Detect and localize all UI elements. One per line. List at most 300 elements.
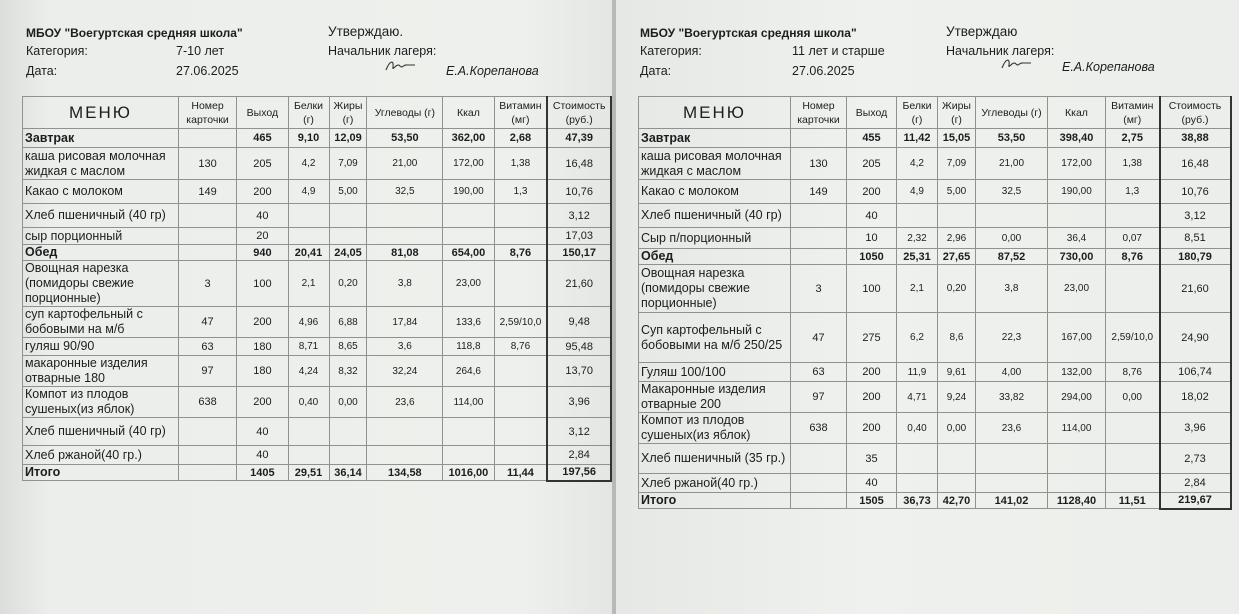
- kcal-value: 23,00: [1048, 265, 1106, 313]
- card-number: 47: [791, 313, 847, 363]
- menu-table: [22, 96, 612, 482]
- card-number: 149: [791, 180, 847, 204]
- protein-value: [288, 418, 329, 446]
- carbs-value: 134,58: [367, 465, 443, 481]
- portion-output: 940: [237, 245, 288, 261]
- kcal-value: 114,00: [1048, 413, 1106, 444]
- menu-item-row: [639, 313, 1231, 363]
- fat-value: 5,00: [329, 180, 367, 204]
- menu-item-row: [23, 148, 612, 180]
- carbs-value: 3,6: [367, 338, 443, 356]
- carbs-value: [367, 228, 443, 245]
- vitamin-value: [494, 418, 547, 446]
- carbs-value: 32,5: [976, 180, 1048, 204]
- protein-value: 4,2: [897, 148, 938, 180]
- carbs-value: 53,50: [367, 129, 443, 148]
- column-header: Жиры (г): [329, 97, 367, 129]
- column-header: Белки (г): [897, 97, 938, 129]
- carbs-value: 17,84: [367, 307, 443, 338]
- cost-value: 2,84: [1160, 474, 1231, 493]
- cost-value: 95,48: [547, 338, 611, 356]
- portion-output: 20: [237, 228, 288, 245]
- date-value: 27.06.2025: [792, 64, 855, 78]
- menu-item-row: [23, 228, 612, 245]
- column-header: Выход: [847, 97, 897, 129]
- dish-name: Хлеб пшеничный (40 гр): [23, 204, 179, 228]
- fat-value: 12,09: [329, 129, 367, 148]
- protein-value: 20,41: [288, 245, 329, 261]
- vitamin-value: 11,51: [1106, 493, 1160, 509]
- column-header: Стоимость (руб.): [1160, 97, 1231, 129]
- fat-value: 15,05: [938, 129, 976, 148]
- fat-value: 8,65: [329, 338, 367, 356]
- cost-value: 10,76: [547, 180, 611, 204]
- column-header: МЕНЮ: [639, 97, 791, 129]
- fat-value: 8,6: [938, 313, 976, 363]
- fat-value: 7,09: [329, 148, 367, 180]
- dish-name: Гуляш 100/100: [639, 363, 791, 382]
- portion-output: 40: [237, 446, 288, 465]
- fat-value: 9,24: [938, 382, 976, 413]
- protein-value: 4,71: [897, 382, 938, 413]
- card-number: [178, 465, 236, 481]
- menu-item-row: [23, 180, 612, 204]
- kcal-value: [1048, 444, 1106, 474]
- menu-item-row: [23, 204, 612, 228]
- kcal-value: 114,00: [443, 387, 494, 418]
- cost-value: 106,74: [1160, 363, 1231, 382]
- meal-total-row: [23, 129, 612, 148]
- cost-value: 21,60: [547, 261, 611, 307]
- card-number: [178, 228, 236, 245]
- column-header: Выход: [237, 97, 288, 129]
- portion-output: 10: [847, 228, 897, 249]
- carbs-value: 3,8: [367, 261, 443, 307]
- portion-output: 200: [847, 180, 897, 204]
- dish-name: сыр порционный: [23, 228, 179, 245]
- vitamin-value: 2,59/10,0: [1106, 313, 1160, 363]
- card-number: 149: [178, 180, 236, 204]
- vitamin-value: 11,44: [494, 465, 547, 481]
- dish-name: Макаронные изделия отварные 200: [639, 382, 791, 413]
- protein-value: 0,40: [897, 413, 938, 444]
- fat-value: [938, 204, 976, 228]
- protein-value: 8,71: [288, 338, 329, 356]
- dish-name: Хлеб ржаной(40 гр.): [23, 446, 179, 465]
- fat-value: [938, 474, 976, 493]
- protein-value: 6,2: [897, 313, 938, 363]
- dish-name: Сыр п/порционный: [639, 228, 791, 249]
- fat-value: [938, 444, 976, 474]
- cost-value: 8,51: [1160, 228, 1231, 249]
- carbs-value: [367, 418, 443, 446]
- category-label: Категория:: [640, 44, 702, 58]
- signature-mark: [384, 58, 418, 74]
- column-header: МЕНЮ: [23, 97, 179, 129]
- portion-output: 205: [237, 148, 288, 180]
- signer-name: Е.А.Корепанова: [1062, 60, 1155, 74]
- protein-value: [288, 446, 329, 465]
- menu-sheet-older: [616, 0, 1239, 614]
- card-number: 97: [791, 382, 847, 413]
- portion-output: 40: [847, 204, 897, 228]
- card-number: 130: [791, 148, 847, 180]
- menu-table: [638, 96, 1232, 510]
- kcal-value: 730,00: [1048, 249, 1106, 265]
- protein-value: 2,1: [288, 261, 329, 307]
- kcal-value: 36,4: [1048, 228, 1106, 249]
- menu-item-row: [23, 338, 612, 356]
- cost-value: 180,79: [1160, 249, 1231, 265]
- fat-value: 9,61: [938, 363, 976, 382]
- portion-output: 205: [847, 148, 897, 180]
- protein-value: 2,1: [897, 265, 938, 313]
- fat-value: [329, 446, 367, 465]
- card-number: 97: [178, 356, 236, 387]
- approve-text: Утверждаю.: [328, 24, 404, 39]
- protein-value: [897, 474, 938, 493]
- vitamin-value: [494, 387, 547, 418]
- cost-value: 38,88: [1160, 129, 1231, 148]
- date-value: 27.06.2025: [176, 64, 239, 78]
- card-number: [791, 444, 847, 474]
- column-header: Углеводы (г): [976, 97, 1048, 129]
- card-number: 63: [178, 338, 236, 356]
- vitamin-value: [494, 446, 547, 465]
- cost-value: 16,48: [1160, 148, 1231, 180]
- dish-name: Завтрак: [639, 129, 791, 148]
- card-number: [178, 418, 236, 446]
- vitamin-value: 1,3: [494, 180, 547, 204]
- card-number: [178, 245, 236, 261]
- kcal-value: 294,00: [1048, 382, 1106, 413]
- protein-value: 29,51: [288, 465, 329, 481]
- column-header: Номер карточки: [178, 97, 236, 129]
- portion-output: 1405: [237, 465, 288, 481]
- kcal-value: 172,00: [1048, 148, 1106, 180]
- portion-output: 100: [237, 261, 288, 307]
- vitamin-value: 8,76: [1106, 249, 1160, 265]
- menu-item-row: [639, 363, 1231, 382]
- column-header: Стоимость (руб.): [547, 97, 611, 129]
- cost-value: 2,73: [1160, 444, 1231, 474]
- protein-value: 4,24: [288, 356, 329, 387]
- menu-item-row: [639, 265, 1231, 313]
- card-number: [178, 446, 236, 465]
- column-header: Углеводы (г): [367, 97, 443, 129]
- vitamin-value: 8,76: [494, 338, 547, 356]
- portion-output: 465: [237, 129, 288, 148]
- portion-output: 1505: [847, 493, 897, 509]
- meal-total-row: [639, 493, 1231, 509]
- dish-name: каша рисовая молочная жидкая с маслом: [23, 148, 179, 180]
- menu-item-row: [639, 474, 1231, 493]
- vitamin-value: 2,59/10,0: [494, 307, 547, 338]
- dish-name: Итого: [639, 493, 791, 509]
- approve-text: Утверждаю: [946, 24, 1018, 39]
- meal-total-row: [23, 465, 612, 481]
- column-header: Витамин (мг): [1106, 97, 1160, 129]
- cost-value: 16,48: [547, 148, 611, 180]
- kcal-value: 118,8: [443, 338, 494, 356]
- card-number: 638: [178, 387, 236, 418]
- protein-value: [288, 228, 329, 245]
- card-number: 130: [178, 148, 236, 180]
- portion-output: 200: [237, 180, 288, 204]
- carbs-value: 0,00: [976, 228, 1048, 249]
- carbs-value: [367, 204, 443, 228]
- portion-output: 200: [237, 387, 288, 418]
- kcal-value: 167,00: [1048, 313, 1106, 363]
- menu-item-row: [639, 413, 1231, 444]
- fat-value: 7,09: [938, 148, 976, 180]
- portion-output: 200: [237, 307, 288, 338]
- date-label: Дата:: [640, 64, 672, 78]
- card-number: [791, 249, 847, 265]
- cost-value: 3,12: [547, 418, 611, 446]
- protein-value: [897, 444, 938, 474]
- dish-name: Завтрак: [23, 129, 179, 148]
- vitamin-value: [494, 228, 547, 245]
- carbs-value: 23,6: [367, 387, 443, 418]
- dish-name: каша рисовая молочная жидкая с маслом: [639, 148, 791, 180]
- menu-header-row: [639, 97, 1231, 129]
- carbs-value: 33,82: [976, 382, 1048, 413]
- portion-output: 40: [237, 418, 288, 446]
- menu-item-row: [639, 382, 1231, 413]
- portion-output: 40: [237, 204, 288, 228]
- carbs-value: 81,08: [367, 245, 443, 261]
- kcal-value: [1048, 474, 1106, 493]
- kcal-value: 1016,00: [443, 465, 494, 481]
- menu-item-row: [639, 148, 1231, 180]
- carbs-value: [976, 444, 1048, 474]
- signer-name: Е.А.Корепанова: [446, 64, 539, 78]
- category-value: 7-10 лет: [176, 44, 225, 58]
- kcal-value: 172,00: [443, 148, 494, 180]
- carbs-value: [976, 204, 1048, 228]
- protein-value: 4,9: [288, 180, 329, 204]
- cost-value: 2,84: [547, 446, 611, 465]
- fat-value: 8,32: [329, 356, 367, 387]
- camp-head-label: Начальник лагеря:: [328, 44, 437, 58]
- vitamin-value: [1106, 413, 1160, 444]
- vitamin-value: 8,76: [1106, 363, 1160, 382]
- portion-output: 455: [847, 129, 897, 148]
- vitamin-value: 0,00: [1106, 382, 1160, 413]
- kcal-value: 654,00: [443, 245, 494, 261]
- menu-item-row: [639, 228, 1231, 249]
- portion-output: 180: [237, 338, 288, 356]
- dish-name: Итого: [23, 465, 179, 481]
- cost-value: 150,17: [547, 245, 611, 261]
- dish-name: Хлеб ржаной(40 гр.): [639, 474, 791, 493]
- school-name: МБОУ "Воегуртская средняя школа": [640, 26, 857, 40]
- vitamin-value: 2,68: [494, 129, 547, 148]
- card-number: 63: [791, 363, 847, 382]
- cost-value: 3,12: [1160, 204, 1231, 228]
- column-header: Ккал: [443, 97, 494, 129]
- carbs-value: [367, 446, 443, 465]
- dish-name: Обед: [23, 245, 179, 261]
- vitamin-value: [1106, 265, 1160, 313]
- carbs-value: 32,24: [367, 356, 443, 387]
- dish-name: суп картофельный с бобовыми на м/б: [23, 307, 179, 338]
- category-label: Категория:: [26, 44, 88, 58]
- carbs-value: 32,5: [367, 180, 443, 204]
- protein-value: 25,31: [897, 249, 938, 265]
- fat-value: [329, 204, 367, 228]
- cost-value: 3,96: [1160, 413, 1231, 444]
- card-number: 3: [178, 261, 236, 307]
- vitamin-value: 1,38: [494, 148, 547, 180]
- category-value: 11 лет и старше: [792, 44, 885, 58]
- carbs-value: 22,3: [976, 313, 1048, 363]
- kcal-value: [443, 446, 494, 465]
- cost-value: 10,76: [1160, 180, 1231, 204]
- school-name: МБОУ "Воегуртская средняя школа": [26, 26, 243, 40]
- protein-value: 9,10: [288, 129, 329, 148]
- column-header: Витамин (мг): [494, 97, 547, 129]
- fat-value: 0,00: [329, 387, 367, 418]
- column-header: Жиры (г): [938, 97, 976, 129]
- protein-value: [897, 204, 938, 228]
- kcal-value: 362,00: [443, 129, 494, 148]
- portion-output: 35: [847, 444, 897, 474]
- kcal-value: [443, 228, 494, 245]
- fat-value: [329, 228, 367, 245]
- vitamin-value: [494, 356, 547, 387]
- card-number: [791, 493, 847, 509]
- fat-value: [329, 418, 367, 446]
- dish-name: Какао с молоком: [23, 180, 179, 204]
- kcal-value: [443, 418, 494, 446]
- dish-name: Какао с молоком: [639, 180, 791, 204]
- dish-name: Овощная нарезка (помидоры свежие порционные): [23, 261, 179, 307]
- kcal-value: 133,6: [443, 307, 494, 338]
- card-number: [791, 474, 847, 493]
- cost-value: 24,90: [1160, 313, 1231, 363]
- kcal-value: 190,00: [1048, 180, 1106, 204]
- carbs-value: 21,00: [976, 148, 1048, 180]
- carbs-value: 3,8: [976, 265, 1048, 313]
- card-number: 638: [791, 413, 847, 444]
- protein-value: 4,96: [288, 307, 329, 338]
- menu-header-row: [23, 97, 612, 129]
- fat-value: 0,20: [329, 261, 367, 307]
- fat-value: 6,88: [329, 307, 367, 338]
- fat-value: 42,70: [938, 493, 976, 509]
- protein-value: 0,40: [288, 387, 329, 418]
- portion-output: 1050: [847, 249, 897, 265]
- vitamin-value: [1106, 474, 1160, 493]
- dish-name: Хлеб пшеничный (35 гр.): [639, 444, 791, 474]
- fat-value: 27,65: [938, 249, 976, 265]
- cost-value: 13,70: [547, 356, 611, 387]
- camp-head-label: Начальник лагеря:: [946, 44, 1055, 58]
- protein-value: 4,9: [897, 180, 938, 204]
- kcal-value: 23,00: [443, 261, 494, 307]
- cost-value: 3,12: [547, 204, 611, 228]
- portion-output: 275: [847, 313, 897, 363]
- meal-total-row: [639, 129, 1231, 148]
- fat-value: 0,20: [938, 265, 976, 313]
- vitamin-value: [494, 261, 547, 307]
- vitamin-value: 1,38: [1106, 148, 1160, 180]
- dish-name: макаронные изделия отварные 180: [23, 356, 179, 387]
- protein-value: 4,2: [288, 148, 329, 180]
- menu-item-row: [23, 446, 612, 465]
- menu-item-row: [639, 180, 1231, 204]
- cost-value: 197,56: [547, 465, 611, 481]
- card-number: 3: [791, 265, 847, 313]
- kcal-value: 398,40: [1048, 129, 1106, 148]
- vitamin-value: 1,3: [1106, 180, 1160, 204]
- portion-output: 200: [847, 363, 897, 382]
- carbs-value: 21,00: [367, 148, 443, 180]
- card-number: [791, 228, 847, 249]
- kcal-value: [1048, 204, 1106, 228]
- kcal-value: 132,00: [1048, 363, 1106, 382]
- menu-item-row: [23, 387, 612, 418]
- fat-value: 24,05: [329, 245, 367, 261]
- kcal-value: 264,6: [443, 356, 494, 387]
- cost-value: 21,60: [1160, 265, 1231, 313]
- vitamin-value: [494, 204, 547, 228]
- card-number: [791, 129, 847, 148]
- menu-item-row: [639, 444, 1231, 474]
- cost-value: 18,02: [1160, 382, 1231, 413]
- portion-output: 200: [847, 382, 897, 413]
- dish-name: Обед: [639, 249, 791, 265]
- dish-name: Овощная нарезка (помидоры свежие порционные): [639, 265, 791, 313]
- card-number: [791, 204, 847, 228]
- carbs-value: 53,50: [976, 129, 1048, 148]
- meal-total-row: [23, 245, 612, 261]
- menu-item-row: [23, 418, 612, 446]
- fat-value: 2,96: [938, 228, 976, 249]
- column-header: Ккал: [1048, 97, 1106, 129]
- cost-value: 219,67: [1160, 493, 1231, 509]
- dish-name: Компот из плодов сушеных(из яблок): [23, 387, 179, 418]
- menu-sheet-younger: [0, 0, 614, 614]
- dish-name: Хлеб пшеничный (40 гр): [639, 204, 791, 228]
- cost-value: 3,96: [547, 387, 611, 418]
- kcal-value: [443, 204, 494, 228]
- protein-value: [288, 204, 329, 228]
- portion-output: 100: [847, 265, 897, 313]
- portion-output: 180: [237, 356, 288, 387]
- carbs-value: 4,00: [976, 363, 1048, 382]
- card-number: 47: [178, 307, 236, 338]
- menu-item-row: [23, 261, 612, 307]
- protein-value: 11,42: [897, 129, 938, 148]
- meal-total-row: [639, 249, 1231, 265]
- vitamin-value: 0,07: [1106, 228, 1160, 249]
- protein-value: 11,9: [897, 363, 938, 382]
- portion-output: 200: [847, 413, 897, 444]
- vitamin-value: 2,75: [1106, 129, 1160, 148]
- dish-name: Суп картофельный с бобовыми на м/б 250/25: [639, 313, 791, 363]
- signature-mark: [1000, 56, 1034, 72]
- vitamin-value: 8,76: [494, 245, 547, 261]
- menu-item-row: [23, 356, 612, 387]
- date-label: Дата:: [26, 64, 58, 78]
- cost-value: 47,39: [547, 129, 611, 148]
- vitamin-value: [1106, 444, 1160, 474]
- vitamin-value: [1106, 204, 1160, 228]
- cost-value: 17,03: [547, 228, 611, 245]
